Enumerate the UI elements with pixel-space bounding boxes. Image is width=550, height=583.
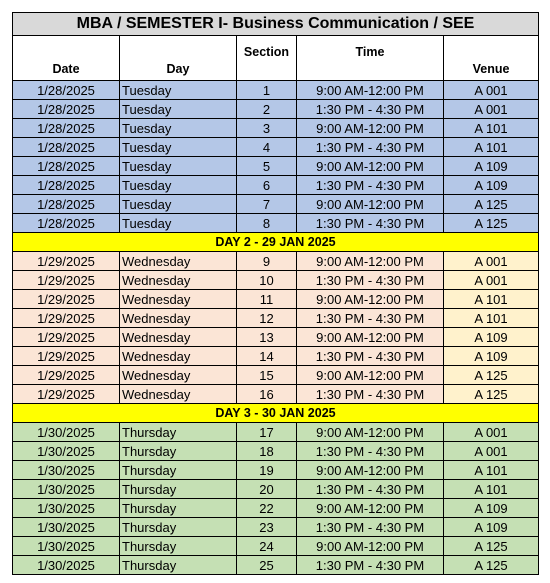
cell-day: Thursday: [120, 499, 237, 518]
table-row: [13, 385, 539, 404]
cell-date: 1/28/2025: [13, 81, 120, 100]
column-header-venue: Venue: [444, 36, 539, 81]
cell-venue: A 001: [444, 100, 539, 119]
day-divider-row: [13, 404, 539, 423]
cell-day: Thursday: [120, 480, 237, 499]
cell-venue: A 125: [444, 556, 539, 575]
day-divider-label: DAY 2 - 29 JAN 2025: [13, 233, 539, 252]
cell-date: 1/30/2025: [13, 480, 120, 499]
cell-time: 1:30 PM - 4:30 PM: [297, 138, 444, 157]
cell-venue: A 101: [444, 138, 539, 157]
table-row: [13, 309, 539, 328]
cell-date: 1/29/2025: [13, 252, 120, 271]
cell-time: 1:30 PM - 4:30 PM: [297, 347, 444, 366]
table-row: [13, 518, 539, 537]
cell-time: 1:30 PM - 4:30 PM: [297, 480, 444, 499]
cell-section: 11: [237, 290, 297, 309]
cell-section: 10: [237, 271, 297, 290]
cell-day: Thursday: [120, 537, 237, 556]
table-row: [13, 537, 539, 556]
cell-time: 1:30 PM - 4:30 PM: [297, 385, 444, 404]
cell-time: 9:00 AM-12:00 PM: [297, 195, 444, 214]
cell-date: 1/30/2025: [13, 461, 120, 480]
cell-date: 1/28/2025: [13, 119, 120, 138]
cell-day: Wednesday: [120, 309, 237, 328]
cell-section: 19: [237, 461, 297, 480]
cell-date: 1/28/2025: [13, 195, 120, 214]
cell-time: 1:30 PM - 4:30 PM: [297, 100, 444, 119]
cell-day: Wednesday: [120, 252, 237, 271]
cell-date: 1/28/2025: [13, 157, 120, 176]
day-divider-row: [13, 233, 539, 252]
cell-time: 9:00 AM-12:00 PM: [297, 366, 444, 385]
table-row: [13, 81, 539, 100]
table-row: [13, 480, 539, 499]
cell-section: 6: [237, 176, 297, 195]
cell-day: Tuesday: [120, 195, 237, 214]
cell-section: 17: [237, 423, 297, 442]
cell-day: Thursday: [120, 442, 237, 461]
cell-section: 22: [237, 499, 297, 518]
cell-venue: A 101: [444, 461, 539, 480]
cell-section: 1: [237, 81, 297, 100]
cell-day: Wednesday: [120, 271, 237, 290]
cell-date: 1/29/2025: [13, 347, 120, 366]
cell-section: 2: [237, 100, 297, 119]
cell-section: 9: [237, 252, 297, 271]
cell-section: 12: [237, 309, 297, 328]
cell-day: Wednesday: [120, 347, 237, 366]
cell-date: 1/28/2025: [13, 100, 120, 119]
day-divider-label: DAY 3 - 30 JAN 2025: [13, 404, 539, 423]
table-row: [13, 442, 539, 461]
cell-venue: A 109: [444, 499, 539, 518]
cell-venue: A 001: [444, 252, 539, 271]
cell-section: 4: [237, 138, 297, 157]
cell-section: 3: [237, 119, 297, 138]
cell-time: 9:00 AM-12:00 PM: [297, 252, 444, 271]
table-row: [13, 347, 539, 366]
table-row: [13, 328, 539, 347]
cell-time: 9:00 AM-12:00 PM: [297, 328, 444, 347]
cell-venue: A 125: [444, 537, 539, 556]
cell-day: Wednesday: [120, 290, 237, 309]
cell-time: 1:30 PM - 4:30 PM: [297, 442, 444, 461]
cell-section: 20: [237, 480, 297, 499]
cell-time: 9:00 AM-12:00 PM: [297, 423, 444, 442]
table-row: [13, 366, 539, 385]
cell-time: 1:30 PM - 4:30 PM: [297, 309, 444, 328]
column-header-time: Time: [297, 36, 444, 81]
cell-time: 1:30 PM - 4:30 PM: [297, 518, 444, 537]
cell-time: 9:00 AM-12:00 PM: [297, 537, 444, 556]
cell-time: 9:00 AM-12:00 PM: [297, 81, 444, 100]
table-row: [13, 499, 539, 518]
cell-venue: A 125: [444, 195, 539, 214]
table-row: [13, 138, 539, 157]
exam-schedule-table: [12, 12, 539, 575]
table-row: [13, 214, 539, 233]
cell-venue: A 001: [444, 442, 539, 461]
cell-venue: A 101: [444, 309, 539, 328]
sheet-title: MBA / SEMESTER I- Business Communication / SEE: [13, 13, 539, 36]
cell-date: 1/29/2025: [13, 385, 120, 404]
cell-date: 1/29/2025: [13, 271, 120, 290]
cell-day: Tuesday: [120, 100, 237, 119]
cell-venue: A 125: [444, 214, 539, 233]
cell-day: Tuesday: [120, 138, 237, 157]
cell-time: 1:30 PM - 4:30 PM: [297, 214, 444, 233]
table-row: [13, 176, 539, 195]
cell-section: 7: [237, 195, 297, 214]
cell-date: 1/30/2025: [13, 499, 120, 518]
cell-section: 18: [237, 442, 297, 461]
cell-venue: A 125: [444, 385, 539, 404]
cell-date: 1/29/2025: [13, 309, 120, 328]
cell-day: Tuesday: [120, 81, 237, 100]
cell-date: 1/30/2025: [13, 423, 120, 442]
cell-date: 1/28/2025: [13, 214, 120, 233]
cell-venue: A 001: [444, 81, 539, 100]
title-row: [13, 13, 539, 36]
cell-venue: A 109: [444, 328, 539, 347]
table-row: [13, 252, 539, 271]
cell-day: Tuesday: [120, 176, 237, 195]
cell-day: Thursday: [120, 423, 237, 442]
cell-time: 1:30 PM - 4:30 PM: [297, 176, 444, 195]
cell-section: 14: [237, 347, 297, 366]
cell-day: Tuesday: [120, 157, 237, 176]
cell-day: Thursday: [120, 518, 237, 537]
cell-day: Wednesday: [120, 366, 237, 385]
cell-date: 1/29/2025: [13, 366, 120, 385]
cell-time: 1:30 PM - 4:30 PM: [297, 271, 444, 290]
cell-section: 16: [237, 385, 297, 404]
table-row: [13, 100, 539, 119]
cell-venue: A 001: [444, 423, 539, 442]
cell-venue: A 109: [444, 176, 539, 195]
cell-time: 9:00 AM-12:00 PM: [297, 499, 444, 518]
cell-date: 1/28/2025: [13, 138, 120, 157]
cell-venue: A 101: [444, 119, 539, 138]
cell-day: Wednesday: [120, 385, 237, 404]
table-row: [13, 556, 539, 575]
cell-date: 1/30/2025: [13, 556, 120, 575]
cell-day: Wednesday: [120, 328, 237, 347]
column-header-date: Date: [13, 36, 120, 81]
cell-day: Thursday: [120, 461, 237, 480]
cell-date: 1/30/2025: [13, 442, 120, 461]
cell-time: 9:00 AM-12:00 PM: [297, 157, 444, 176]
cell-venue: A 101: [444, 480, 539, 499]
table-row: [13, 195, 539, 214]
cell-venue: A 101: [444, 290, 539, 309]
table-row: [13, 290, 539, 309]
cell-section: 25: [237, 556, 297, 575]
table-row: [13, 157, 539, 176]
cell-day: Tuesday: [120, 119, 237, 138]
cell-date: 1/29/2025: [13, 328, 120, 347]
column-header-section: Section: [237, 36, 297, 81]
cell-venue: A 109: [444, 518, 539, 537]
cell-date: 1/28/2025: [13, 176, 120, 195]
schedule-body: [13, 81, 539, 575]
cell-venue: A 109: [444, 347, 539, 366]
table-row: [13, 461, 539, 480]
cell-date: 1/30/2025: [13, 537, 120, 556]
cell-date: 1/30/2025: [13, 518, 120, 537]
cell-time: 9:00 AM-12:00 PM: [297, 461, 444, 480]
cell-section: 15: [237, 366, 297, 385]
header-row: [13, 36, 539, 81]
cell-day: Thursday: [120, 556, 237, 575]
column-header-day: Day: [120, 36, 237, 81]
cell-venue: A 109: [444, 157, 539, 176]
cell-section: 23: [237, 518, 297, 537]
cell-section: 24: [237, 537, 297, 556]
table-row: [13, 119, 539, 138]
table-row: [13, 423, 539, 442]
cell-section: 13: [237, 328, 297, 347]
table-row: [13, 271, 539, 290]
cell-section: 8: [237, 214, 297, 233]
cell-time: 9:00 AM-12:00 PM: [297, 119, 444, 138]
cell-day: Tuesday: [120, 214, 237, 233]
cell-time: 9:00 AM-12:00 PM: [297, 290, 444, 309]
cell-date: 1/29/2025: [13, 290, 120, 309]
cell-venue: A 001: [444, 271, 539, 290]
cell-venue: A 125: [444, 366, 539, 385]
cell-time: 1:30 PM - 4:30 PM: [297, 556, 444, 575]
cell-section: 5: [237, 157, 297, 176]
